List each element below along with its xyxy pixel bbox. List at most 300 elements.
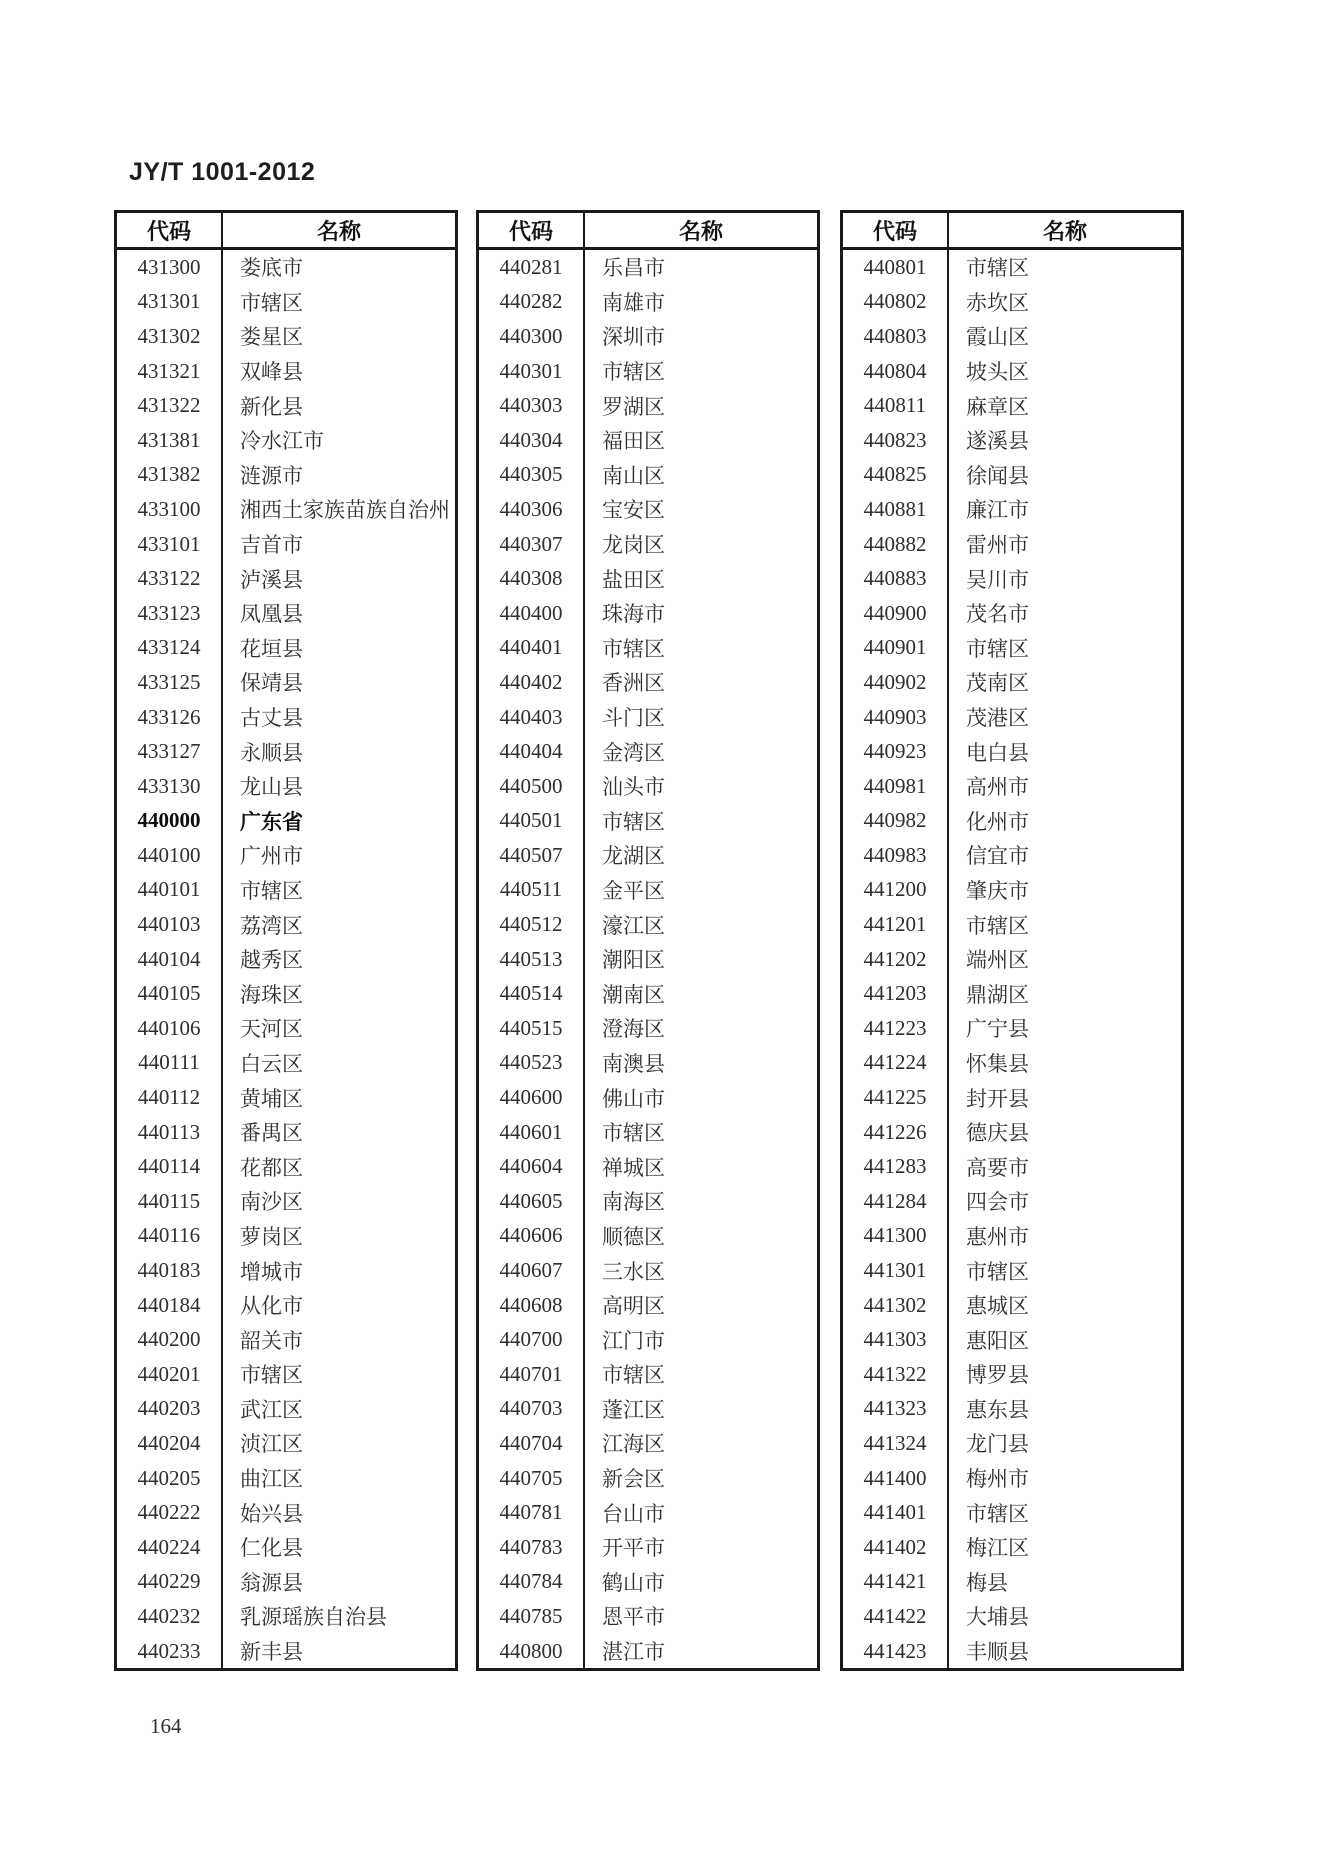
region-code: 440512 (479, 907, 585, 942)
table-row (117, 1115, 455, 1150)
table-row (843, 1322, 1181, 1357)
region-code: 440804 (843, 354, 949, 389)
column-header-name: 名称 (678, 218, 723, 244)
region-code: 440983 (843, 838, 949, 873)
region-code: 440400 (479, 596, 585, 631)
region-name: 广东省 (240, 809, 303, 834)
table-row (117, 458, 455, 493)
region-code: 440304 (479, 423, 585, 458)
table-row (479, 1599, 817, 1634)
region-code: 440112 (117, 1080, 223, 1115)
table-row (117, 1322, 455, 1357)
table-row (117, 631, 455, 666)
region-name: 汕头市 (602, 775, 665, 800)
region-name: 丰顺县 (966, 1640, 1029, 1665)
region-code: 440513 (479, 942, 585, 977)
region-name: 惠州市 (966, 1224, 1029, 1249)
table-row (117, 700, 455, 735)
region-name: 永顺县 (240, 740, 303, 765)
code-table-right (840, 210, 1184, 1671)
column-header-code: 代码 (843, 213, 949, 247)
region-code: 440803 (843, 319, 949, 354)
table-row (479, 1080, 817, 1115)
table-row (843, 492, 1181, 527)
region-code: 440203 (117, 1392, 223, 1427)
region-name: 乳源瑶族自治县 (240, 1605, 387, 1630)
region-code: 440281 (479, 250, 585, 285)
table-row (117, 907, 455, 942)
table-row (843, 250, 1181, 285)
table-row (117, 1392, 455, 1427)
table-row (843, 1184, 1181, 1219)
region-code: 440101 (117, 873, 223, 908)
table-row (117, 1149, 455, 1184)
region-name: 市辖区 (966, 913, 1029, 938)
region-name: 凤凰县 (240, 602, 303, 627)
table-row (843, 561, 1181, 596)
table-row (843, 1288, 1181, 1323)
region-code: 440303 (479, 388, 585, 423)
region-name: 市辖区 (240, 1363, 303, 1388)
region-name: 金平区 (602, 878, 665, 903)
region-code: 433122 (117, 561, 223, 596)
region-name: 高要市 (966, 1155, 1029, 1180)
region-code: 431382 (117, 458, 223, 493)
region-name: 湘西土家族苗族自治州 (240, 498, 450, 523)
region-code: 440205 (117, 1461, 223, 1496)
table-row (117, 354, 455, 389)
table-row (843, 734, 1181, 769)
region-name: 娄星区 (240, 325, 303, 350)
region-name: 高州市 (966, 775, 1029, 800)
table-row (117, 596, 455, 631)
table-row (479, 1461, 817, 1496)
region-code: 441400 (843, 1461, 949, 1496)
region-code: 433100 (117, 492, 223, 527)
table-row (843, 388, 1181, 423)
region-code: 440111 (117, 1046, 223, 1081)
region-code: 441202 (843, 942, 949, 977)
table-row (843, 769, 1181, 804)
region-name: 徐闻县 (966, 463, 1029, 488)
region-code: 440183 (117, 1253, 223, 1288)
table-row (843, 838, 1181, 873)
region-name: 高明区 (602, 1294, 665, 1319)
region-code: 440403 (479, 700, 585, 735)
region-code: 440282 (479, 285, 585, 320)
region-code: 440608 (479, 1288, 585, 1323)
table-row (843, 1080, 1181, 1115)
region-code: 441284 (843, 1184, 949, 1219)
region-code: 441226 (843, 1115, 949, 1150)
region-code: 440305 (479, 458, 585, 493)
table-row (843, 1634, 1181, 1669)
table-row (843, 942, 1181, 977)
region-code: 440705 (479, 1461, 585, 1496)
region-code: 433123 (117, 596, 223, 631)
table-row (843, 1426, 1181, 1461)
region-name: 市辖区 (602, 1363, 665, 1388)
region-name: 斗门区 (602, 706, 665, 731)
table-row (479, 596, 817, 631)
region-name: 盐田区 (602, 567, 665, 592)
table-row (117, 492, 455, 527)
region-code: 441422 (843, 1599, 949, 1634)
region-name: 始兴县 (240, 1501, 303, 1526)
region-name: 从化市 (240, 1294, 303, 1319)
table-row (117, 1184, 455, 1219)
region-code: 431301 (117, 285, 223, 320)
table-row (117, 804, 455, 839)
region-name: 市辖区 (966, 256, 1029, 281)
region-name: 遂溪县 (966, 429, 1029, 454)
region-name: 市辖区 (602, 360, 665, 385)
table-row (479, 700, 817, 735)
region-code: 440105 (117, 976, 223, 1011)
table-row (479, 1115, 817, 1150)
table-row (479, 976, 817, 1011)
region-name: 南沙区 (240, 1190, 303, 1215)
table-row (843, 1599, 1181, 1634)
region-code: 440106 (117, 1011, 223, 1046)
region-code: 440184 (117, 1288, 223, 1323)
region-name: 四会市 (966, 1190, 1029, 1215)
table-row (117, 769, 455, 804)
region-name: 南澳县 (602, 1051, 665, 1076)
region-code: 440301 (479, 354, 585, 389)
region-name: 南山区 (602, 463, 665, 488)
region-name: 韶关市 (240, 1328, 303, 1353)
table-row (843, 1565, 1181, 1600)
region-name: 福田区 (602, 429, 665, 454)
region-name: 禅城区 (602, 1155, 665, 1180)
region-name: 增城市 (240, 1259, 303, 1284)
region-code: 440825 (843, 458, 949, 493)
region-code: 440800 (479, 1634, 585, 1669)
region-code: 433126 (117, 700, 223, 735)
region-code: 441203 (843, 976, 949, 1011)
table-row (479, 1046, 817, 1081)
region-name: 澄海区 (602, 1017, 665, 1042)
table-row (117, 1495, 455, 1530)
region-name: 翁源县 (240, 1570, 303, 1595)
region-name: 南雄市 (602, 290, 665, 315)
table-row (479, 285, 817, 320)
region-name: 封开县 (966, 1086, 1029, 1111)
region-code: 440515 (479, 1011, 585, 1046)
table-row (117, 1253, 455, 1288)
region-name: 白云区 (240, 1051, 303, 1076)
table-row (479, 804, 817, 839)
table-row (479, 838, 817, 873)
table-row (843, 1530, 1181, 1565)
region-name: 霞山区 (966, 325, 1029, 350)
region-name: 麻章区 (966, 394, 1029, 419)
table-row (843, 1253, 1181, 1288)
table-row (479, 250, 817, 285)
table-row (117, 388, 455, 423)
region-name: 博罗县 (966, 1363, 1029, 1388)
region-name: 新化县 (240, 394, 303, 419)
region-name: 江海区 (602, 1432, 665, 1457)
region-name: 茂南区 (966, 671, 1029, 696)
region-code: 440785 (479, 1599, 585, 1634)
table-row (479, 1219, 817, 1254)
region-name: 梅江区 (966, 1536, 1029, 1561)
region-name: 宝安区 (602, 498, 665, 523)
table-row (479, 319, 817, 354)
region-code: 431322 (117, 388, 223, 423)
region-name: 三水区 (602, 1259, 665, 1284)
region-code: 440100 (117, 838, 223, 873)
table-row (843, 319, 1181, 354)
region-name: 乐昌市 (602, 256, 665, 281)
table-row (117, 1461, 455, 1496)
region-code: 440104 (117, 942, 223, 977)
region-name: 鼎湖区 (966, 982, 1029, 1007)
region-code: 440781 (479, 1495, 585, 1530)
region-name: 仁化县 (240, 1536, 303, 1561)
region-code: 441324 (843, 1426, 949, 1461)
region-code: 440222 (117, 1495, 223, 1530)
table-row (843, 1495, 1181, 1530)
region-code: 441302 (843, 1288, 949, 1323)
region-name: 龙湖区 (602, 844, 665, 869)
region-name: 市辖区 (240, 290, 303, 315)
region-code: 440902 (843, 665, 949, 700)
region-code: 441200 (843, 873, 949, 908)
region-code: 433125 (117, 665, 223, 700)
region-name: 潮阳区 (602, 948, 665, 973)
region-code: 440306 (479, 492, 585, 527)
region-name: 吉首市 (240, 533, 303, 558)
column-header-code: 代码 (479, 213, 585, 247)
region-name: 罗湖区 (602, 394, 665, 419)
region-name: 黄埔区 (240, 1086, 303, 1111)
table-row (117, 319, 455, 354)
table-row (479, 1495, 817, 1530)
region-name: 海珠区 (240, 982, 303, 1007)
region-code: 441223 (843, 1011, 949, 1046)
region-code: 441303 (843, 1322, 949, 1357)
region-code: 440981 (843, 769, 949, 804)
region-name: 梅州市 (966, 1467, 1029, 1492)
table-row (479, 631, 817, 666)
region-code: 440501 (479, 804, 585, 839)
region-name: 越秀区 (240, 948, 303, 973)
region-code: 440601 (479, 1115, 585, 1150)
region-code: 440113 (117, 1115, 223, 1150)
region-code: 440511 (479, 873, 585, 908)
table-row (843, 458, 1181, 493)
code-table-left (114, 210, 458, 1671)
table-row (479, 1634, 817, 1669)
table-row (479, 1357, 817, 1392)
region-name: 坡头区 (966, 360, 1029, 385)
table-row (117, 942, 455, 977)
region-name: 古丈县 (240, 706, 303, 731)
region-code: 440229 (117, 1565, 223, 1600)
table-row (479, 769, 817, 804)
table-row (843, 804, 1181, 839)
table-row (117, 250, 455, 285)
region-code: 440507 (479, 838, 585, 873)
table-row (479, 665, 817, 700)
region-code: 440600 (479, 1080, 585, 1115)
region-code: 441301 (843, 1253, 949, 1288)
region-code: 440900 (843, 596, 949, 631)
region-code: 440224 (117, 1530, 223, 1565)
region-name: 肇庆市 (966, 878, 1029, 903)
region-name: 惠阳区 (966, 1328, 1029, 1353)
region-name: 双峰县 (240, 360, 303, 385)
region-name: 泸溪县 (240, 567, 303, 592)
region-name: 台山市 (602, 1501, 665, 1526)
region-name: 龙门县 (966, 1432, 1029, 1457)
region-code: 431321 (117, 354, 223, 389)
table-row (843, 423, 1181, 458)
region-name: 市辖区 (602, 1121, 665, 1146)
region-name: 荔湾区 (240, 913, 303, 938)
table-row (843, 873, 1181, 908)
region-code: 440523 (479, 1046, 585, 1081)
column-header-name: 名称 (1042, 218, 1087, 244)
region-code: 440823 (843, 423, 949, 458)
region-name: 广宁县 (966, 1017, 1029, 1042)
region-name: 武江区 (240, 1397, 303, 1422)
table-row (117, 1011, 455, 1046)
table-row (117, 1634, 455, 1669)
column-header-name: 名称 (316, 218, 361, 244)
region-code: 440000 (117, 804, 223, 839)
table-header-row (843, 213, 1181, 250)
region-code: 441401 (843, 1495, 949, 1530)
region-name: 曲江区 (240, 1467, 303, 1492)
region-name: 电白县 (966, 740, 1029, 765)
region-code: 440308 (479, 561, 585, 596)
region-code: 440704 (479, 1426, 585, 1461)
table-row (117, 285, 455, 320)
table-row (117, 665, 455, 700)
table-row (117, 561, 455, 596)
region-code: 440784 (479, 1565, 585, 1600)
region-name: 花都区 (240, 1155, 303, 1180)
region-name: 雷州市 (966, 533, 1029, 558)
region-code: 433127 (117, 734, 223, 769)
table-row (479, 1011, 817, 1046)
region-name: 大埔县 (966, 1605, 1029, 1630)
table-row (479, 1149, 817, 1184)
region-code: 440881 (843, 492, 949, 527)
region-code: 440103 (117, 907, 223, 942)
region-code: 440701 (479, 1357, 585, 1392)
region-code: 440201 (117, 1357, 223, 1392)
region-code: 431302 (117, 319, 223, 354)
region-name: 新会区 (602, 1467, 665, 1492)
region-name: 开平市 (602, 1536, 665, 1561)
region-name: 江门市 (602, 1328, 665, 1353)
region-name: 茂名市 (966, 602, 1029, 627)
region-code: 440901 (843, 631, 949, 666)
region-name: 惠东县 (966, 1397, 1029, 1422)
region-code: 431300 (117, 250, 223, 285)
region-name: 端州区 (966, 948, 1029, 973)
column-header-code: 代码 (117, 213, 223, 247)
region-name: 涟源市 (240, 463, 303, 488)
region-name: 潮南区 (602, 982, 665, 1007)
region-name: 新丰县 (240, 1640, 303, 1665)
region-name: 龙岗区 (602, 533, 665, 558)
table-row (117, 1426, 455, 1461)
region-name: 冷水江市 (240, 429, 324, 454)
region-name: 市辖区 (602, 636, 665, 661)
table-row (479, 873, 817, 908)
region-name: 吴川市 (966, 567, 1029, 592)
table-row (843, 1011, 1181, 1046)
table-row (479, 561, 817, 596)
table-row (479, 527, 817, 562)
table-row (843, 354, 1181, 389)
table-row (843, 1461, 1181, 1496)
table-row (117, 1357, 455, 1392)
table-row (117, 1530, 455, 1565)
region-name: 金湾区 (602, 740, 665, 765)
table-row (479, 1253, 817, 1288)
region-code: 440982 (843, 804, 949, 839)
table-row (479, 1392, 817, 1427)
region-code: 440404 (479, 734, 585, 769)
table-row (843, 631, 1181, 666)
region-code: 441323 (843, 1392, 949, 1427)
region-name: 萝岗区 (240, 1224, 303, 1249)
table-row (479, 458, 817, 493)
table-row (843, 1149, 1181, 1184)
region-name: 珠海市 (602, 602, 665, 627)
region-name: 市辖区 (240, 878, 303, 903)
region-name: 深圳市 (602, 325, 665, 350)
region-code: 441402 (843, 1530, 949, 1565)
table-row (843, 907, 1181, 942)
region-code: 441201 (843, 907, 949, 942)
table-row (117, 976, 455, 1011)
region-code: 440882 (843, 527, 949, 562)
region-name: 怀集县 (966, 1051, 1029, 1076)
table-row (117, 1288, 455, 1323)
table-row (479, 1426, 817, 1461)
region-code: 440703 (479, 1392, 585, 1427)
region-name: 佛山市 (602, 1086, 665, 1111)
region-code: 440514 (479, 976, 585, 1011)
region-code: 440802 (843, 285, 949, 320)
region-code: 440115 (117, 1184, 223, 1219)
region-code: 440116 (117, 1219, 223, 1254)
region-name: 市辖区 (966, 636, 1029, 661)
region-code: 441283 (843, 1149, 949, 1184)
table-row (479, 907, 817, 942)
region-code: 440903 (843, 700, 949, 735)
region-name: 龙山县 (240, 775, 303, 800)
table-row (843, 665, 1181, 700)
region-code: 440607 (479, 1253, 585, 1288)
region-code: 440811 (843, 388, 949, 423)
region-code: 440783 (479, 1530, 585, 1565)
region-name: 番禺区 (240, 1121, 303, 1146)
table-row (479, 423, 817, 458)
standard-number-title: JY/T 1001-2012 (129, 158, 316, 186)
region-name: 浈江区 (240, 1432, 303, 1457)
table-row (479, 1530, 817, 1565)
region-name: 信宜市 (966, 844, 1029, 869)
